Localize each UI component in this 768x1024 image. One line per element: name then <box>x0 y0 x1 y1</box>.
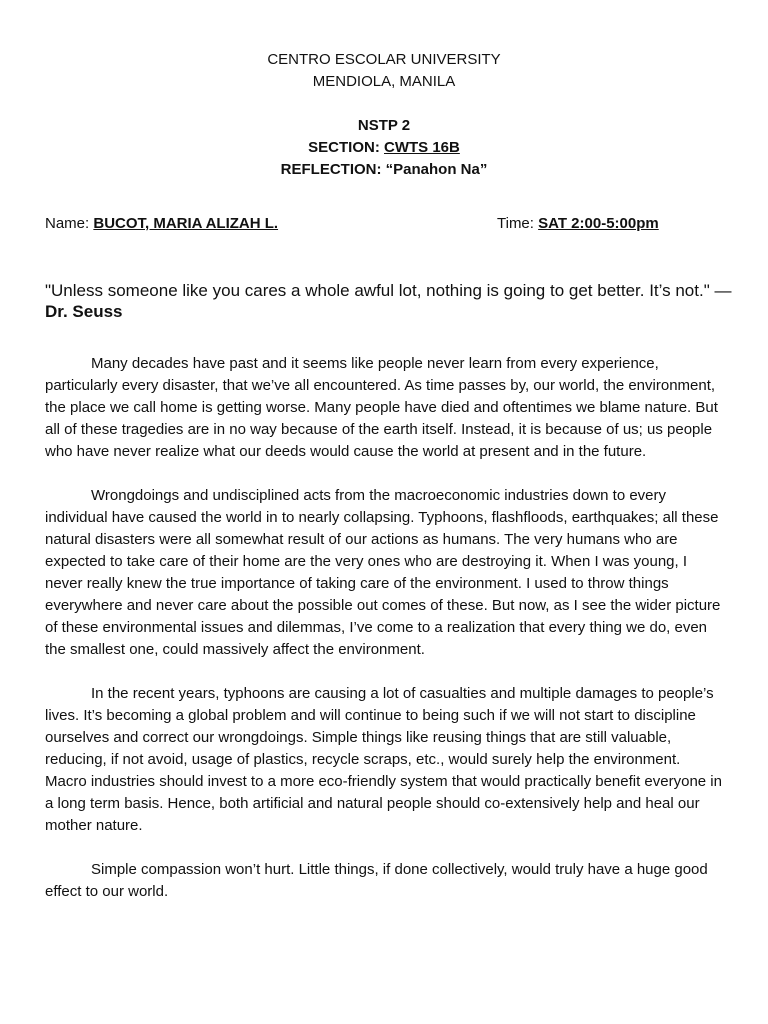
time-field <box>497 213 659 235</box>
reflection-label: REFLECTION: <box>280 161 386 178</box>
paragraph-4: Simple compassion won’t hurt. Little things, if done collectively, would truly have a huge good effect to our world. <box>45 861 708 900</box>
document-header <box>0 49 768 93</box>
paragraph-1: Many decades have past and it seems like people never learn from every experience, particularly every disaster, that we’ve all encountered. As time passes by, our world, the environment, the place we call home is getting worse. Many people have died and oftentimes we blame nature. But all of these tragedies are in no way because of the earth itself. Instead, it is because of us; us people who have never realize what our deeds would cause the world at present and in the future. <box>45 355 718 460</box>
section-label: SECTION: <box>308 139 384 156</box>
section-line <box>0 137 768 159</box>
course-code: NSTP 2 <box>357 117 411 134</box>
reflection-line <box>0 159 768 181</box>
name-field <box>45 215 278 232</box>
reflection-body <box>45 353 725 925</box>
reflection-title: “Panahon Na” <box>385 161 488 178</box>
epigraph-quote <box>45 280 735 322</box>
university-location: MENDIOLA, MANILA <box>312 73 456 90</box>
section-value: CWTS 16B <box>384 139 460 156</box>
time-label: Time: <box>497 215 539 232</box>
paragraph-2: Wrongdoings and undisciplined acts from the macroeconomic industries down to every individual have caused the world in to nearly collapsing. Typhoons, flashfloods, earthquakes; all these natural disasters were all somewhat result of our actions as humans. The very humans who are expected to take care of their home are the very ones who are destroying it. When I was young, I never really knew the true importance of taking care of the environment. I used to throw things everywhere and never care about the possible out comes of these. But now, as I see the wider picture of these environmental issues and dilemmas, I’ve come to a realization that every thing we do, even the smallest one, could massively affect the environment. <box>45 487 721 658</box>
course-info <box>0 115 768 181</box>
university-name: CENTRO ESCOLAR UNIVERSITY <box>267 51 501 68</box>
paragraph-3: In the recent years, typhoons are causing a lot of casualties and multiple damages to people’s lives. It’s becoming a global problem and will continue to being such if we will not start to discipline ourselves and correct our wrongdoings. Simple things like reusing things that are still valuable, reducing, if not avoid, usage of plastics, recycle scraps, etc., would surely help the environment. Macro industries should invest to a more eco-friendly system that would practically benefit everyone in a long term basis. Hence, both artificial and natural people should co-extensively help and heal our mother nature. <box>45 685 722 834</box>
name-label: Name: <box>45 215 94 232</box>
class-time: SAT 2:00-5:00pm <box>538 215 659 232</box>
quote-text: "Unless someone like you cares a whole awful lot, nothing is going to get better. It’s not." ― <box>45 281 732 300</box>
student-name: BUCOT, MARIA ALIZAH L. <box>93 215 279 232</box>
quote-author: Dr. Seuss <box>45 302 123 321</box>
student-info-row <box>45 213 725 235</box>
